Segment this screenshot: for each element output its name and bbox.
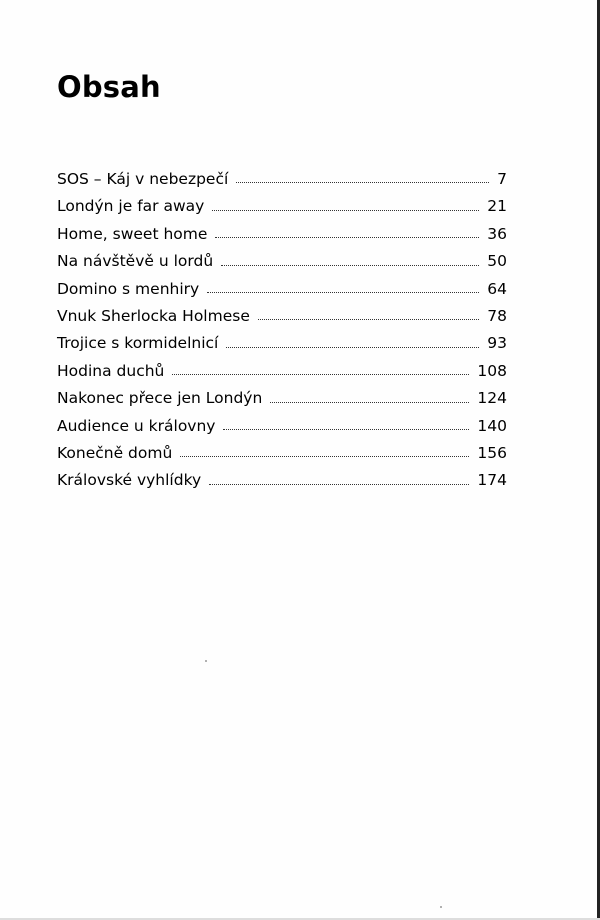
dot-leader [223,429,469,430]
toc-entry [57,166,507,193]
toc-entry-page: 124 [477,389,507,408]
page-title: Obsah [57,70,161,104]
dot-leader [236,182,489,183]
toc-entry [57,467,507,494]
dot-leader [212,210,479,211]
toc-entry-page: 156 [477,443,507,462]
table-of-contents [57,166,507,495]
toc-entry [57,385,507,412]
dot-leader [207,292,479,293]
toc-entry-page: 108 [477,361,507,380]
toc-entry [57,330,507,357]
paper-speck [205,660,207,662]
toc-entry-page: 36 [487,224,507,243]
toc-entry-page: 93 [487,334,507,353]
toc-entry-page: 50 [487,252,507,271]
toc-entry [57,358,507,385]
toc-entry-title: Home, sweet home [57,224,208,243]
toc-entry [57,248,507,275]
toc-entry-title: Hodina duchů [57,361,165,380]
dot-leader [172,374,469,375]
toc-entry-title: Trojice s kormidelnicí [57,334,219,353]
toc-entry-title: Na návštěvě u lordů [57,252,214,271]
toc-entry-title: SOS – Káj v nebezpečí [57,170,229,188]
paper-speck [440,906,442,908]
toc-entry [57,276,507,303]
dot-leader [209,484,469,485]
toc-entry-title: Domino s menhiry [57,279,200,298]
toc-entry-page: 7 [497,170,507,188]
toc-entry-page: 140 [477,416,507,435]
toc-entry [57,193,507,220]
toc-entry [57,440,507,467]
toc-entry-page: 174 [477,471,507,490]
toc-entry-title: Londýn je far away [57,197,205,216]
toc-entry-page: 21 [487,197,507,216]
dot-leader [221,265,479,266]
toc-entry-title: Vnuk Sherlocka Holmese [57,306,250,325]
toc-entry [57,303,507,330]
dot-leader [180,456,469,457]
dot-leader [226,347,479,348]
toc-entry-page: 78 [487,306,507,325]
toc-entry [57,221,507,248]
toc-entry-page: 64 [487,279,507,298]
toc-entry-title: Konečně domů [57,443,173,462]
toc-entry-title: Královské vyhlídky [57,471,202,490]
dot-leader [258,319,479,320]
toc-entry-title: Nakonec přece jen Londýn [57,389,263,408]
toc-entry-title: Audience u královny [57,416,216,435]
toc-entry [57,413,507,440]
dot-leader [215,237,479,238]
dot-leader [270,402,469,403]
